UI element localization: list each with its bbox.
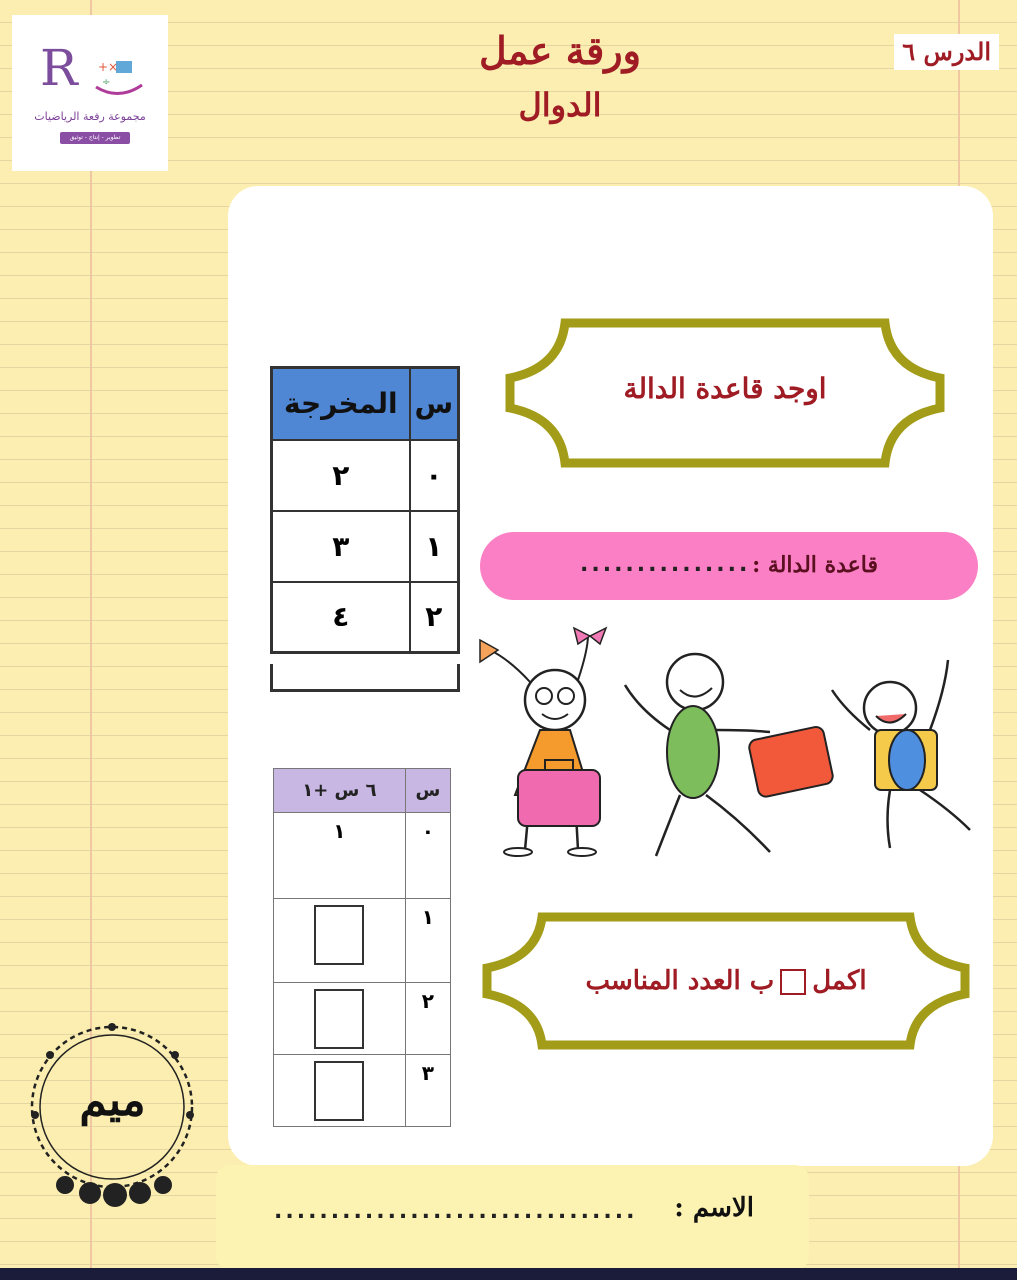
kids-illustration: [470, 620, 990, 870]
name-field-bar[interactable]: [216, 1165, 809, 1270]
table2-answer-cell: [274, 899, 406, 983]
table2-cell: ٠: [405, 813, 450, 899]
svg-text:÷: ÷: [102, 77, 111, 88]
table2-cell: ٢: [405, 983, 450, 1055]
logo-tagline: تطوير - إنتاج - توثيق: [60, 132, 130, 144]
instruction-complete-prefix: اكمل: [812, 966, 867, 996]
instruction-complete-suffix: ب العدد المناسب: [585, 966, 775, 996]
logo: [12, 15, 168, 171]
boy-figure-middle: [625, 654, 834, 856]
table-row: [274, 899, 451, 983]
answer-box[interactable]: [314, 905, 364, 965]
answer-box[interactable]: [314, 989, 364, 1049]
worksheet-subtitle: الدوال: [518, 86, 602, 124]
table2-header-x: س: [405, 769, 450, 813]
instruction-find-rule: اوجد قاعدة الدالة: [623, 372, 827, 405]
table1-header-output: المخرجة: [272, 368, 410, 440]
table-row: [272, 582, 459, 653]
table1-cell: ١: [410, 511, 459, 582]
blank-box-icon: [780, 969, 806, 995]
instruction-frame-2: [482, 912, 970, 1050]
teacher-mark: ميم: [79, 1075, 146, 1126]
lesson-label: الدرس ٦: [894, 34, 999, 70]
svg-text:+×: +×: [98, 60, 119, 74]
logo-name: مجموعة رفعة الرياضيات: [34, 110, 146, 123]
table2-cell: ١: [274, 813, 406, 899]
table-row: [274, 1055, 451, 1127]
table-row: [272, 511, 459, 582]
table1-cell: ٠: [410, 440, 459, 511]
function-table-2: [273, 768, 451, 1127]
table-row: [274, 983, 451, 1055]
table1-cell: ٤: [272, 582, 410, 653]
bottom-band: [0, 1268, 1017, 1280]
table2-cell: ١: [405, 899, 450, 983]
rule-label: قاعدة الدالة :: [752, 552, 878, 578]
boy-figure-right: [832, 660, 970, 848]
name-blank[interactable]: ................................: [274, 1199, 638, 1224]
name-label: الاسم :: [674, 1193, 754, 1223]
girl-figure: [480, 628, 606, 856]
table-row: [272, 440, 459, 511]
table1-header-x: س: [410, 368, 459, 440]
table1-cell: ٢: [272, 440, 410, 511]
worksheet-title: ورقة عمل: [479, 28, 641, 73]
table2-header-rule: ٦ س +١: [274, 769, 406, 813]
table1-cell: ٢: [410, 582, 459, 653]
logo-math-icon: [92, 57, 146, 97]
answer-box[interactable]: [314, 1061, 364, 1121]
table2-answer-cell: [274, 1055, 406, 1127]
instruction-frame-1: [505, 318, 945, 468]
table1-cell: ٣: [272, 511, 410, 582]
function-table-1: [270, 366, 460, 654]
rule-blank[interactable]: ...............: [580, 552, 751, 577]
table2-cell: ٣: [405, 1055, 450, 1127]
table2-answer-cell: [274, 983, 406, 1055]
table1-footer: [270, 664, 460, 692]
table-row: [274, 813, 451, 899]
instruction-complete: [482, 966, 970, 996]
logo-letter: R: [40, 39, 78, 97]
rule-answer-bar[interactable]: [480, 532, 978, 600]
